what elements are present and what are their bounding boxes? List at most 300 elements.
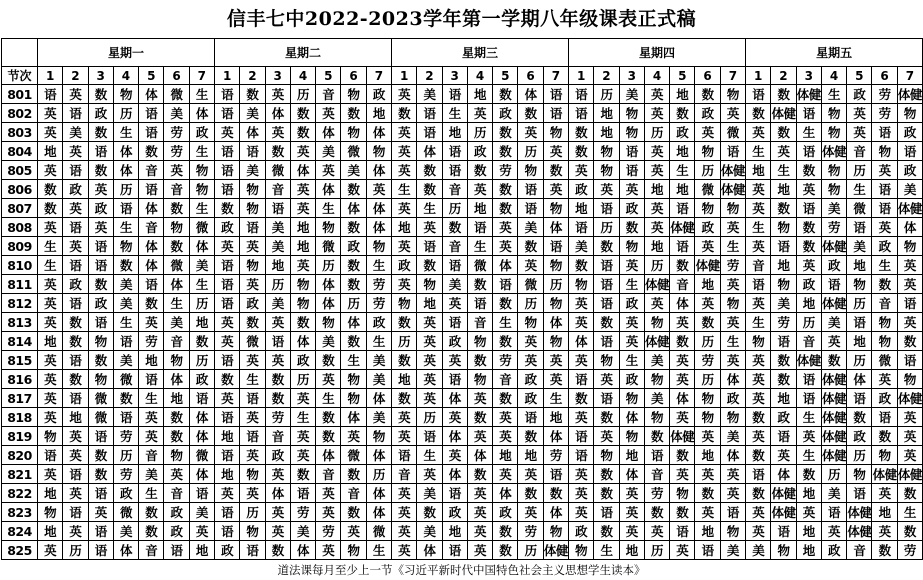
period-number: 6 xyxy=(695,67,720,85)
subject-cell: 地 xyxy=(38,332,63,351)
table-row xyxy=(2,370,923,389)
subject-cell: 数 xyxy=(644,427,669,446)
subject-cell: 物 xyxy=(240,199,265,218)
subject-cell: 数 xyxy=(493,142,518,161)
table-row xyxy=(2,237,923,256)
subject-cell: 历 xyxy=(417,408,442,427)
subject-cell: 数 xyxy=(594,408,619,427)
subject-cell: 物 xyxy=(290,275,315,294)
subject-cell: 英 xyxy=(240,408,265,427)
subject-cell: 物 xyxy=(897,370,922,389)
subject-cell: 数 xyxy=(518,427,543,446)
subject-cell: 体健 xyxy=(821,142,846,161)
subject-cell: 政 xyxy=(467,142,492,161)
subject-cell: 地 xyxy=(543,408,568,427)
subject-cell: 语 xyxy=(113,199,138,218)
subject-cell: 体健 xyxy=(847,503,872,522)
class-id: 824 xyxy=(2,522,38,541)
subject-cell: 数 xyxy=(518,237,543,256)
subject-cell: 物 xyxy=(847,275,872,294)
subject-cell: 体 xyxy=(417,541,442,560)
subject-cell: 美 xyxy=(240,104,265,123)
subject-cell: 微 xyxy=(265,161,290,180)
subject-cell: 数 xyxy=(493,85,518,104)
period-number: 6 xyxy=(872,67,897,85)
table-row xyxy=(2,541,923,560)
subject-cell: 物 xyxy=(619,389,644,408)
subject-cell: 生 xyxy=(113,313,138,332)
subject-cell: 英 xyxy=(38,351,63,370)
table-row xyxy=(2,408,923,427)
table-row xyxy=(2,351,923,370)
subject-cell: 数 xyxy=(872,275,897,294)
subject-cell: 生 xyxy=(796,123,821,142)
subject-cell: 英 xyxy=(392,484,417,503)
subject-cell: 音 xyxy=(442,180,467,199)
subject-cell: 数 xyxy=(796,161,821,180)
subject-cell: 数 xyxy=(88,465,113,484)
subject-cell: 英 xyxy=(38,294,63,313)
subject-cell: 体 xyxy=(316,275,341,294)
subject-cell: 美 xyxy=(821,199,846,218)
table-row xyxy=(2,85,923,104)
subject-cell: 微 xyxy=(366,522,391,541)
subject-cell: 英 xyxy=(644,199,669,218)
subject-cell: 地 xyxy=(215,465,240,484)
subject-cell: 英 xyxy=(821,522,846,541)
subject-cell: 英 xyxy=(38,541,63,560)
subject-cell: 体健 xyxy=(897,465,922,484)
subject-cell: 地 xyxy=(594,123,619,142)
subject-cell: 英 xyxy=(518,465,543,484)
subject-cell: 数 xyxy=(543,161,568,180)
subject-cell: 政 xyxy=(872,237,897,256)
subject-cell: 语 xyxy=(63,503,88,522)
subject-cell: 体 xyxy=(139,85,164,104)
subject-cell: 英 xyxy=(467,104,492,123)
subject-cell: 英 xyxy=(644,161,669,180)
subject-cell: 微 xyxy=(164,85,189,104)
subject-cell: 数 xyxy=(417,503,442,522)
subject-cell: 英 xyxy=(392,503,417,522)
subject-cell: 英 xyxy=(619,503,644,522)
subject-cell: 劳 xyxy=(872,85,897,104)
subject-cell: 英 xyxy=(518,351,543,370)
subject-cell: 音 xyxy=(164,180,189,199)
subject-cell: 政 xyxy=(240,294,265,313)
subject-cell: 政 xyxy=(215,541,240,560)
subject-cell: 地 xyxy=(63,408,88,427)
subject-cell: 体健 xyxy=(644,332,669,351)
subject-cell: 地 xyxy=(670,142,695,161)
subject-cell: 体 xyxy=(164,370,189,389)
subject-cell: 英 xyxy=(518,332,543,351)
subject-cell: 数 xyxy=(88,351,113,370)
subject-cell: 物 xyxy=(771,275,796,294)
subject-cell: 体健 xyxy=(897,85,922,104)
subject-cell: 政 xyxy=(442,503,467,522)
subject-cell: 政 xyxy=(847,85,872,104)
subject-cell: 政 xyxy=(569,522,594,541)
subject-cell: 数 xyxy=(38,180,63,199)
subject-cell: 语 xyxy=(543,104,568,123)
period-number: 6 xyxy=(164,67,189,85)
subject-cell: 物 xyxy=(518,313,543,332)
subject-cell: 数 xyxy=(88,275,113,294)
subject-cell: 历 xyxy=(366,465,391,484)
subject-cell: 政 xyxy=(619,199,644,218)
subject-cell: 英 xyxy=(695,465,720,484)
subject-cell: 政 xyxy=(569,180,594,199)
subject-cell: 物 xyxy=(619,104,644,123)
subject-cell: 英 xyxy=(316,161,341,180)
subject-cell: 政 xyxy=(215,218,240,237)
subject-cell: 政 xyxy=(847,427,872,446)
subject-cell: 英 xyxy=(88,218,113,237)
subject-cell: 物 xyxy=(38,503,63,522)
subject-cell: 地 xyxy=(215,427,240,446)
subject-cell: 微 xyxy=(872,351,897,370)
subject-cell: 英 xyxy=(392,85,417,104)
subject-cell: 历 xyxy=(695,332,720,351)
subject-cell: 微 xyxy=(88,389,113,408)
class-id: 825 xyxy=(2,541,38,560)
subject-cell: 语 xyxy=(872,123,897,142)
subject-cell: 体 xyxy=(670,294,695,313)
subject-cell: 物 xyxy=(341,123,366,142)
subject-cell: 英 xyxy=(392,237,417,256)
subject-cell: 语 xyxy=(695,541,720,560)
subject-cell: 数 xyxy=(467,275,492,294)
subject-cell: 数 xyxy=(189,332,214,351)
subject-cell: 地 xyxy=(417,294,442,313)
subject-cell: 政 xyxy=(720,389,745,408)
subject-cell: 生 xyxy=(341,351,366,370)
subject-cell: 数 xyxy=(746,408,771,427)
subject-cell: 生 xyxy=(189,275,214,294)
subject-cell: 语 xyxy=(63,256,88,275)
class-id: 816 xyxy=(2,370,38,389)
subject-cell: 英 xyxy=(720,313,745,332)
period-number: 4 xyxy=(821,67,846,85)
subject-cell: 生 xyxy=(113,218,138,237)
subject-cell: 物 xyxy=(392,294,417,313)
subject-cell: 美 xyxy=(366,370,391,389)
subject-cell: 英 xyxy=(38,218,63,237)
subject-cell: 生 xyxy=(240,370,265,389)
subject-cell: 体 xyxy=(543,313,568,332)
subject-cell: 数 xyxy=(594,313,619,332)
subject-cell: 数 xyxy=(164,199,189,218)
subject-cell: 物 xyxy=(189,161,214,180)
day-header-row xyxy=(2,39,923,67)
subject-cell: 地 xyxy=(392,218,417,237)
subject-cell: 语 xyxy=(543,237,568,256)
subject-cell: 美 xyxy=(417,522,442,541)
subject-cell: 政 xyxy=(619,370,644,389)
subject-cell: 数 xyxy=(316,408,341,427)
subject-cell: 英 xyxy=(644,142,669,161)
subject-cell: 地 xyxy=(189,313,214,332)
subject-cell: 数 xyxy=(88,123,113,142)
subject-cell: 语 xyxy=(872,180,897,199)
subject-cell: 音 xyxy=(746,256,771,275)
subject-cell: 音 xyxy=(442,237,467,256)
subject-cell: 历 xyxy=(240,503,265,522)
subject-cell: 美 xyxy=(113,522,138,541)
period-number: 3 xyxy=(88,67,113,85)
subject-cell: 语 xyxy=(796,199,821,218)
subject-cell: 语 xyxy=(543,465,568,484)
subject-cell: 体健 xyxy=(821,446,846,465)
subject-cell: 物 xyxy=(38,427,63,446)
subject-cell: 体健 xyxy=(695,256,720,275)
subject-cell: 语 xyxy=(796,142,821,161)
subject-cell: 语 xyxy=(821,503,846,522)
subject-cell: 数 xyxy=(240,85,265,104)
subject-cell: 数 xyxy=(670,332,695,351)
subject-cell: 语 xyxy=(215,104,240,123)
subject-cell: 体 xyxy=(366,484,391,503)
subject-cell: 英 xyxy=(139,408,164,427)
period-number: 2 xyxy=(594,67,619,85)
subject-cell: 语 xyxy=(417,123,442,142)
subject-cell: 地 xyxy=(366,104,391,123)
subject-cell: 英 xyxy=(644,294,669,313)
subject-cell: 物 xyxy=(771,218,796,237)
subject-cell: 数 xyxy=(670,503,695,522)
subject-cell: 生 xyxy=(493,313,518,332)
subject-cell: 体 xyxy=(316,446,341,465)
subject-cell: 英 xyxy=(746,427,771,446)
subject-cell: 英 xyxy=(215,389,240,408)
subject-cell: 生 xyxy=(746,218,771,237)
subject-cell: 物 xyxy=(872,142,897,161)
subject-cell: 英 xyxy=(619,180,644,199)
subject-cell: 语 xyxy=(215,85,240,104)
class-id: 802 xyxy=(2,104,38,123)
subject-cell: 语 xyxy=(113,332,138,351)
day-header: 星期五 xyxy=(746,39,923,67)
subject-cell: 英 xyxy=(341,427,366,446)
subject-cell: 美 xyxy=(720,427,745,446)
subject-cell: 英 xyxy=(265,465,290,484)
subject-cell: 地 xyxy=(290,218,315,237)
subject-cell: 物 xyxy=(366,142,391,161)
class-id: 812 xyxy=(2,294,38,313)
subject-cell: 语 xyxy=(215,275,240,294)
subject-cell: 英 xyxy=(189,522,214,541)
subject-cell: 物 xyxy=(771,541,796,560)
table-row xyxy=(2,161,923,180)
subject-cell: 语 xyxy=(139,104,164,123)
subject-cell: 生 xyxy=(164,294,189,313)
subject-cell: 地 xyxy=(38,142,63,161)
subject-cell: 物 xyxy=(316,218,341,237)
period-number: 1 xyxy=(392,67,417,85)
subject-cell: 英 xyxy=(417,351,442,370)
subject-cell: 历 xyxy=(543,275,568,294)
subject-cell: 英 xyxy=(720,275,745,294)
subject-cell: 体 xyxy=(316,123,341,142)
subject-cell: 美 xyxy=(442,275,467,294)
subject-cell: 英 xyxy=(290,256,315,275)
subject-cell: 历 xyxy=(644,256,669,275)
subject-cell: 政 xyxy=(290,351,315,370)
subject-cell: 英 xyxy=(467,389,492,408)
subject-cell: 音 xyxy=(316,465,341,484)
subject-cell: 英 xyxy=(720,218,745,237)
subject-cell: 美 xyxy=(63,123,88,142)
subject-cell: 语 xyxy=(847,484,872,503)
class-id: 814 xyxy=(2,332,38,351)
subject-cell: 体 xyxy=(113,161,138,180)
subject-cell: 语 xyxy=(88,142,113,161)
subject-cell: 生 xyxy=(796,408,821,427)
subject-cell: 英 xyxy=(88,180,113,199)
subject-cell: 数 xyxy=(265,541,290,560)
subject-cell: 语 xyxy=(139,275,164,294)
subject-cell: 数 xyxy=(164,237,189,256)
period-number: 4 xyxy=(644,67,669,85)
period-number: 5 xyxy=(670,67,695,85)
subject-cell: 数 xyxy=(821,351,846,370)
subject-cell: 历 xyxy=(847,446,872,465)
subject-cell: 生 xyxy=(316,389,341,408)
table-row xyxy=(2,427,923,446)
subject-cell: 物 xyxy=(619,237,644,256)
corner-cell xyxy=(2,39,38,67)
subject-cell: 数 xyxy=(518,484,543,503)
subject-cell: 政 xyxy=(518,389,543,408)
subject-cell: 英 xyxy=(316,541,341,560)
subject-cell: 数 xyxy=(771,199,796,218)
subject-cell: 体健 xyxy=(847,522,872,541)
class-id: 815 xyxy=(2,351,38,370)
subject-cell: 体 xyxy=(720,446,745,465)
subject-cell: 数 xyxy=(746,484,771,503)
subject-cell: 生 xyxy=(189,85,214,104)
subject-cell: 物 xyxy=(113,237,138,256)
subject-cell: 语 xyxy=(442,541,467,560)
subject-cell: 语 xyxy=(63,161,88,180)
subject-cell: 语 xyxy=(417,427,442,446)
subject-cell: 政 xyxy=(619,294,644,313)
subject-cell: 美 xyxy=(316,142,341,161)
subject-cell: 政 xyxy=(113,484,138,503)
period-number: 2 xyxy=(771,67,796,85)
subject-cell: 体 xyxy=(366,218,391,237)
subject-cell: 政 xyxy=(189,123,214,142)
subject-cell: 体 xyxy=(139,256,164,275)
period-number: 1 xyxy=(38,67,63,85)
class-id: 805 xyxy=(2,161,38,180)
subject-cell: 物 xyxy=(594,161,619,180)
subject-cell: 英 xyxy=(543,180,568,199)
subject-cell: 政 xyxy=(189,370,214,389)
subject-cell: 数 xyxy=(215,199,240,218)
subject-cell: 英 xyxy=(467,180,492,199)
subject-cell: 美 xyxy=(821,484,846,503)
subject-cell: 数 xyxy=(417,180,442,199)
class-id: 809 xyxy=(2,237,38,256)
subject-cell: 物 xyxy=(720,522,745,541)
subject-cell: 政 xyxy=(164,522,189,541)
subject-cell: 数 xyxy=(442,218,467,237)
subject-cell: 美 xyxy=(341,161,366,180)
subject-cell: 英 xyxy=(771,446,796,465)
subject-cell: 英 xyxy=(518,256,543,275)
period-number: 5 xyxy=(493,67,518,85)
subject-cell: 语 xyxy=(771,522,796,541)
subject-cell: 历 xyxy=(290,370,315,389)
subject-cell: 数 xyxy=(341,104,366,123)
subject-cell: 英 xyxy=(38,465,63,484)
class-id: 808 xyxy=(2,218,38,237)
subject-cell: 劳 xyxy=(366,294,391,313)
subject-cell: 数 xyxy=(897,332,922,351)
subject-cell: 生 xyxy=(720,237,745,256)
subject-cell: 英 xyxy=(290,427,315,446)
subject-cell: 数 xyxy=(594,522,619,541)
subject-cell: 语 xyxy=(619,161,644,180)
subject-cell: 体 xyxy=(265,104,290,123)
subject-cell: 语 xyxy=(467,218,492,237)
subject-cell: 音 xyxy=(139,446,164,465)
day-header: 星期四 xyxy=(569,39,746,67)
subject-cell: 数 xyxy=(467,161,492,180)
subject-cell: 地 xyxy=(290,237,315,256)
table-row xyxy=(2,522,923,541)
subject-cell: 体 xyxy=(442,465,467,484)
subject-cell: 美 xyxy=(265,294,290,313)
subject-cell: 美 xyxy=(113,294,138,313)
subject-cell: 政 xyxy=(796,275,821,294)
subject-cell: 劳 xyxy=(543,446,568,465)
subject-cell: 语 xyxy=(518,180,543,199)
subject-cell: 英 xyxy=(518,123,543,142)
subject-cell: 英 xyxy=(644,522,669,541)
subject-cell: 英 xyxy=(872,370,897,389)
subject-cell: 英 xyxy=(316,503,341,522)
subject-cell: 物 xyxy=(821,104,846,123)
subject-cell: 历 xyxy=(644,541,669,560)
subject-cell: 美 xyxy=(113,275,138,294)
subject-cell: 地 xyxy=(847,332,872,351)
subject-cell: 英 xyxy=(796,427,821,446)
subject-cell: 语 xyxy=(569,104,594,123)
subject-cell: 数 xyxy=(796,237,821,256)
subject-cell: 音 xyxy=(796,332,821,351)
subject-cell: 体 xyxy=(897,218,922,237)
subject-cell: 体健 xyxy=(670,218,695,237)
subject-cell: 生 xyxy=(366,332,391,351)
subject-cell: 语 xyxy=(594,294,619,313)
subject-cell: 数 xyxy=(341,332,366,351)
subject-cell: 物 xyxy=(88,370,113,389)
subject-cell: 语 xyxy=(189,484,214,503)
subject-cell: 物 xyxy=(240,465,265,484)
subject-cell: 英 xyxy=(290,142,315,161)
subject-cell: 数 xyxy=(493,180,518,199)
period-number: 7 xyxy=(366,67,391,85)
subject-cell: 物 xyxy=(164,351,189,370)
subject-cell: 地 xyxy=(644,237,669,256)
subject-cell: 语 xyxy=(240,218,265,237)
subject-cell: 物 xyxy=(821,180,846,199)
subject-cell: 生 xyxy=(897,503,922,522)
subject-cell: 数 xyxy=(569,123,594,142)
